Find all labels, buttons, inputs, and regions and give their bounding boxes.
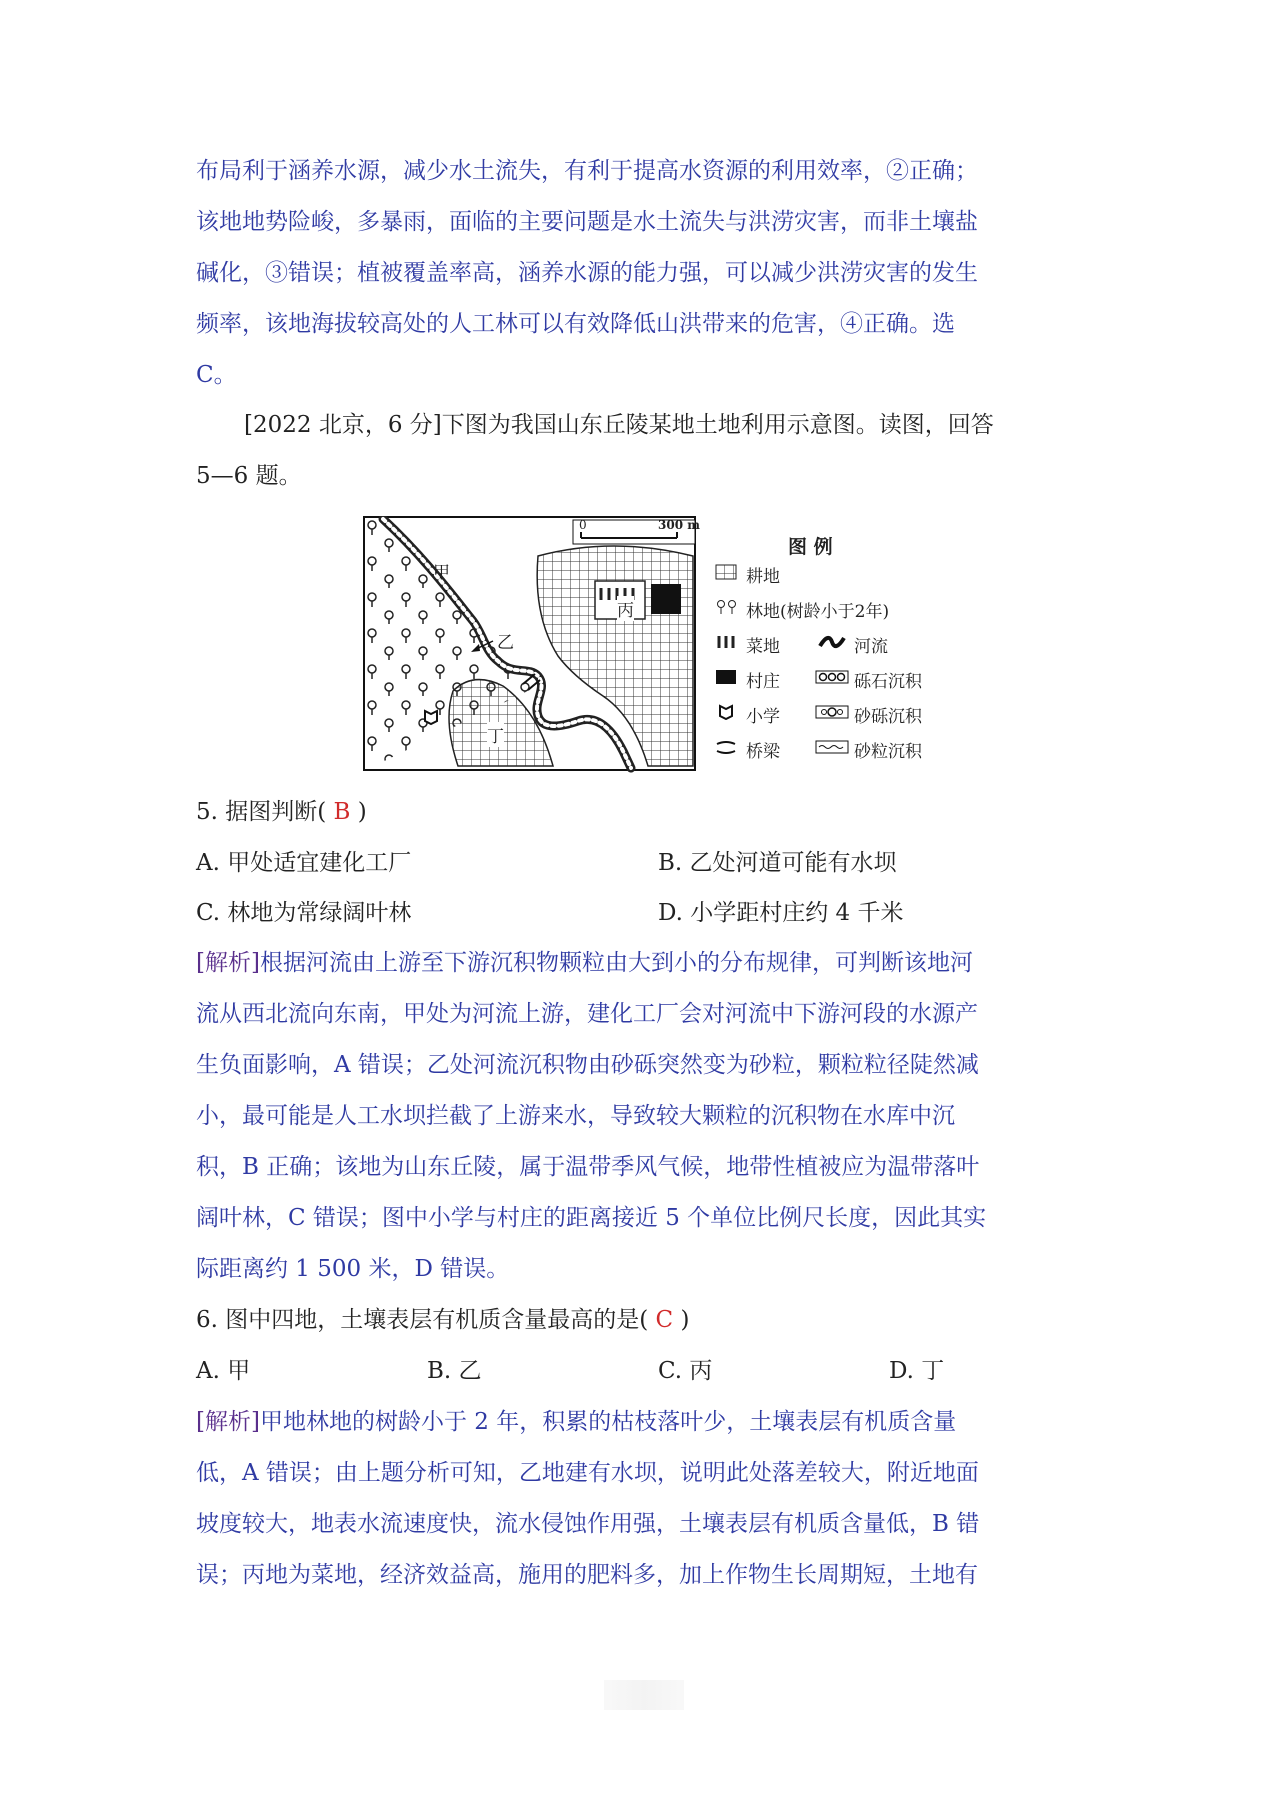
scale-label: 300 m (658, 518, 700, 532)
option-a: A. 甲处适宜建化工厂 (196, 850, 412, 876)
label-bing: 丙 (617, 596, 634, 621)
option-c: C. 丙 (658, 1358, 713, 1384)
option-a: A. 甲 (196, 1358, 251, 1384)
option-b: B. 乙 (427, 1358, 482, 1384)
bridge-icon (715, 739, 737, 755)
page-mark (604, 1680, 684, 1710)
option-b: B. 乙处河道可能有水坝 (658, 850, 897, 876)
legend-label: 村庄 (746, 672, 780, 692)
vegetable-icon (715, 634, 737, 650)
analysis-line: 际距离约 1 500 米，D 错误。 (196, 1256, 510, 1282)
village-icon (715, 669, 737, 685)
text-line: 频率，该地海拔较高处的人工林可以有效降低山洪带来的危害，④正确。选 (196, 311, 955, 337)
legend-label: 耕地 (746, 567, 780, 587)
grid-icon (715, 564, 737, 580)
legend-label: 菜地 (746, 637, 780, 657)
gravel-icon (815, 669, 849, 685)
option-c: C. 林地为常绿阔叶林 (196, 900, 412, 926)
question-6-answer: C (655, 1307, 674, 1333)
analysis-line: 误；丙地为菜地，经济效益高，施用的肥料多，加上作物生长周期短，土地有 (196, 1562, 978, 1588)
text-line: 碱化，③错误；植被覆盖率高，涵养水源的能力强，可以减少洪涝灾害的发生 (196, 260, 978, 286)
question-intro: [2022 北京，6 分]下图为我国山东丘陵某地土地利用示意图。读图，回答 (244, 412, 994, 438)
analysis-tag: [解析] (196, 1409, 260, 1435)
analysis-tag: [解析] (196, 950, 260, 976)
text-line: 布局利于涵养水源，减少水土流失，有利于提高水资源的利用效率，②正确； (196, 158, 978, 184)
land-use-map (363, 516, 943, 776)
label-yi: 乙 (497, 633, 514, 653)
village (651, 584, 681, 614)
analysis-line (196, 948, 973, 978)
legend-label: 小学 (746, 707, 780, 727)
analysis-line: 积，B 正确；该地为山东丘陵，属于温带季风气候，地带性植被应为温带落叶 (196, 1154, 980, 1180)
scale-zero: 0 (579, 518, 587, 532)
question-5-stem: 5. 据图判断( (196, 799, 327, 825)
question-6 (196, 1305, 689, 1335)
legend-label: 砾石沉积 (854, 672, 922, 692)
question-5-answer: B (333, 799, 351, 825)
legend-label: 砂粒沉积 (854, 742, 922, 762)
school (425, 711, 437, 724)
sand-icon (815, 739, 849, 755)
analysis-line: 阔叶林，C 错误；图中小学与村庄的距离接近 5 个单位比例尺长度，因此其实 (196, 1205, 987, 1231)
river-icon (818, 634, 846, 650)
option-d: D. 小学距村庄约 4 千米 (658, 900, 904, 926)
question-5-close: ) (357, 799, 367, 825)
analysis-text: 根据河流由上游至下游沉积物颗粒由大到小的分布规律，可判断该地河 (259, 950, 973, 976)
option-d: D. 丁 (889, 1358, 945, 1384)
sandy-gravel-icon (815, 704, 849, 720)
analysis-line: 低，A 错误；由上题分析可知，乙地建有水坝，说明此处落差较大，附近地面 (196, 1460, 979, 1486)
school-icon (715, 704, 737, 720)
legend-label: 桥梁 (746, 742, 780, 762)
label-jia: 甲 (433, 563, 450, 583)
question-5 (196, 797, 367, 827)
tree-icon (715, 599, 739, 615)
legend-title: 图 例 (788, 536, 833, 558)
legend-label: 河流 (854, 637, 888, 657)
legend-label: 林地(树龄小于2年) (746, 602, 890, 622)
question-intro-cont: 5—6 题。 (196, 463, 302, 489)
question-6-close: ) (680, 1307, 690, 1333)
question-6-stem: 6. 图中四地，土壤表层有机质含量最高的是( (196, 1307, 649, 1333)
text-line: C。 (196, 362, 237, 388)
analysis-line (196, 1407, 956, 1437)
analysis-text: 甲地林地的树龄小于 2 年，积累的枯枝落叶少，土壤表层有机质含量 (259, 1409, 957, 1435)
label-ding: 丁 (487, 722, 504, 747)
analysis-line: 流从西北流向东南，甲处为河流上游，建化工厂会对河流中下游河段的水源产 (196, 1001, 978, 1027)
analysis-line: 小，最可能是人工水坝拦截了上游来水，导致较大颗粒的沉积物在水库中沉 (196, 1103, 955, 1129)
legend-label: 砂砾沉积 (854, 707, 922, 727)
analysis-line: 生负面影响，A 错误；乙处河流沉积物由砂砾突然变为砂粒，颗粒粒径陡然减 (196, 1052, 979, 1078)
analysis-line: 坡度较大，地表水流速度快，流水侵蚀作用强，土壤表层有机质含量低，B 错 (196, 1511, 980, 1537)
text-line: 该地地势险峻，多暴雨，面临的主要问题是水土流失与洪涝灾害，而非土壤盐 (196, 209, 978, 235)
